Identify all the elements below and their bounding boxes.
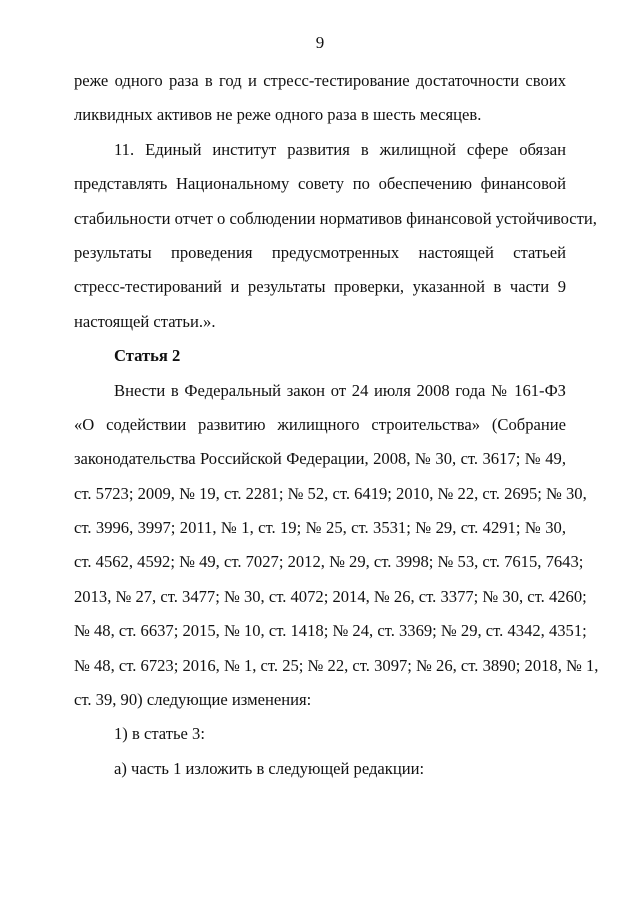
list-item: а) часть 1 изложить в следующей редакции: — [114, 758, 425, 778]
paragraph-line: ст. 4562, 4592; № 49, ст. 7027; 2012, № 29, ст. 3998; № 53, ст. 7615, 7643; — [74, 552, 584, 572]
paragraph-line: Внести в Федеральный закон от 24 июля 2008 года № 161-ФЗ — [114, 380, 566, 400]
paragraph-line: стресс-тестирований и результаты проверки, указанной в части 9 — [74, 277, 566, 297]
paragraph-line: № 48, ст. 6637; 2015, № 10, ст. 1418; № 24, ст. 3369; № 29, ст. 4342, 4351; — [74, 621, 587, 641]
paragraph-line: ст. 5723; 2009, № 19, ст. 2281; № 52, ст. 6419; 2010, № 22, ст. 2695; № 30, — [74, 483, 587, 503]
paragraph-line: законодательства Российской Федерации, 2008, № 30, ст. 3617; № 49, — [74, 449, 566, 469]
paragraph-line: ликвидных активов не реже одного раза в шесть месяцев. — [74, 105, 482, 125]
list-item: 1) в статье 3: — [114, 724, 205, 744]
paragraph-line: представлять Национальному совету по обеспечению финансовой — [74, 174, 566, 194]
paragraph-line: 11. Единый институт развития в жилищной сфере обязан — [114, 139, 566, 159]
paragraph-line: стабильности отчет о соблюдении нормативов финансовой устойчивости, — [74, 208, 597, 228]
paragraph-line: № 48, ст. 6723; 2016, № 1, ст. 25; № 22, ст. 3097; № 26, ст. 3890; 2018, № 1, — [74, 655, 599, 675]
page-number: 9 — [315, 33, 325, 52]
paragraph-line: «О содействии развитию жилищного строительства» (Собрание — [74, 414, 566, 434]
document-body — [74, 64, 599, 786]
paragraph-line: ст. 3996, 3997; 2011, № 1, ст. 19; № 25, ст. 3531; № 29, ст. 4291; № 30, — [74, 518, 566, 538]
paragraph-line: ст. 39, 90) следующие изменения: — [74, 690, 312, 710]
paragraph-line: 2013, № 27, ст. 3477; № 30, ст. 4072; 2014, № 26, ст. 3377; № 30, ст. 4260; — [74, 586, 587, 606]
paragraph-line: реже одного раза в год и стресс-тестирование достаточности своих — [74, 71, 566, 90]
article-heading: Статья 2 — [114, 346, 181, 366]
paragraph-line: настоящей статьи.». — [74, 311, 216, 331]
paragraph-line: результаты проведения предусмотренных настоящей статьей — [74, 242, 566, 262]
